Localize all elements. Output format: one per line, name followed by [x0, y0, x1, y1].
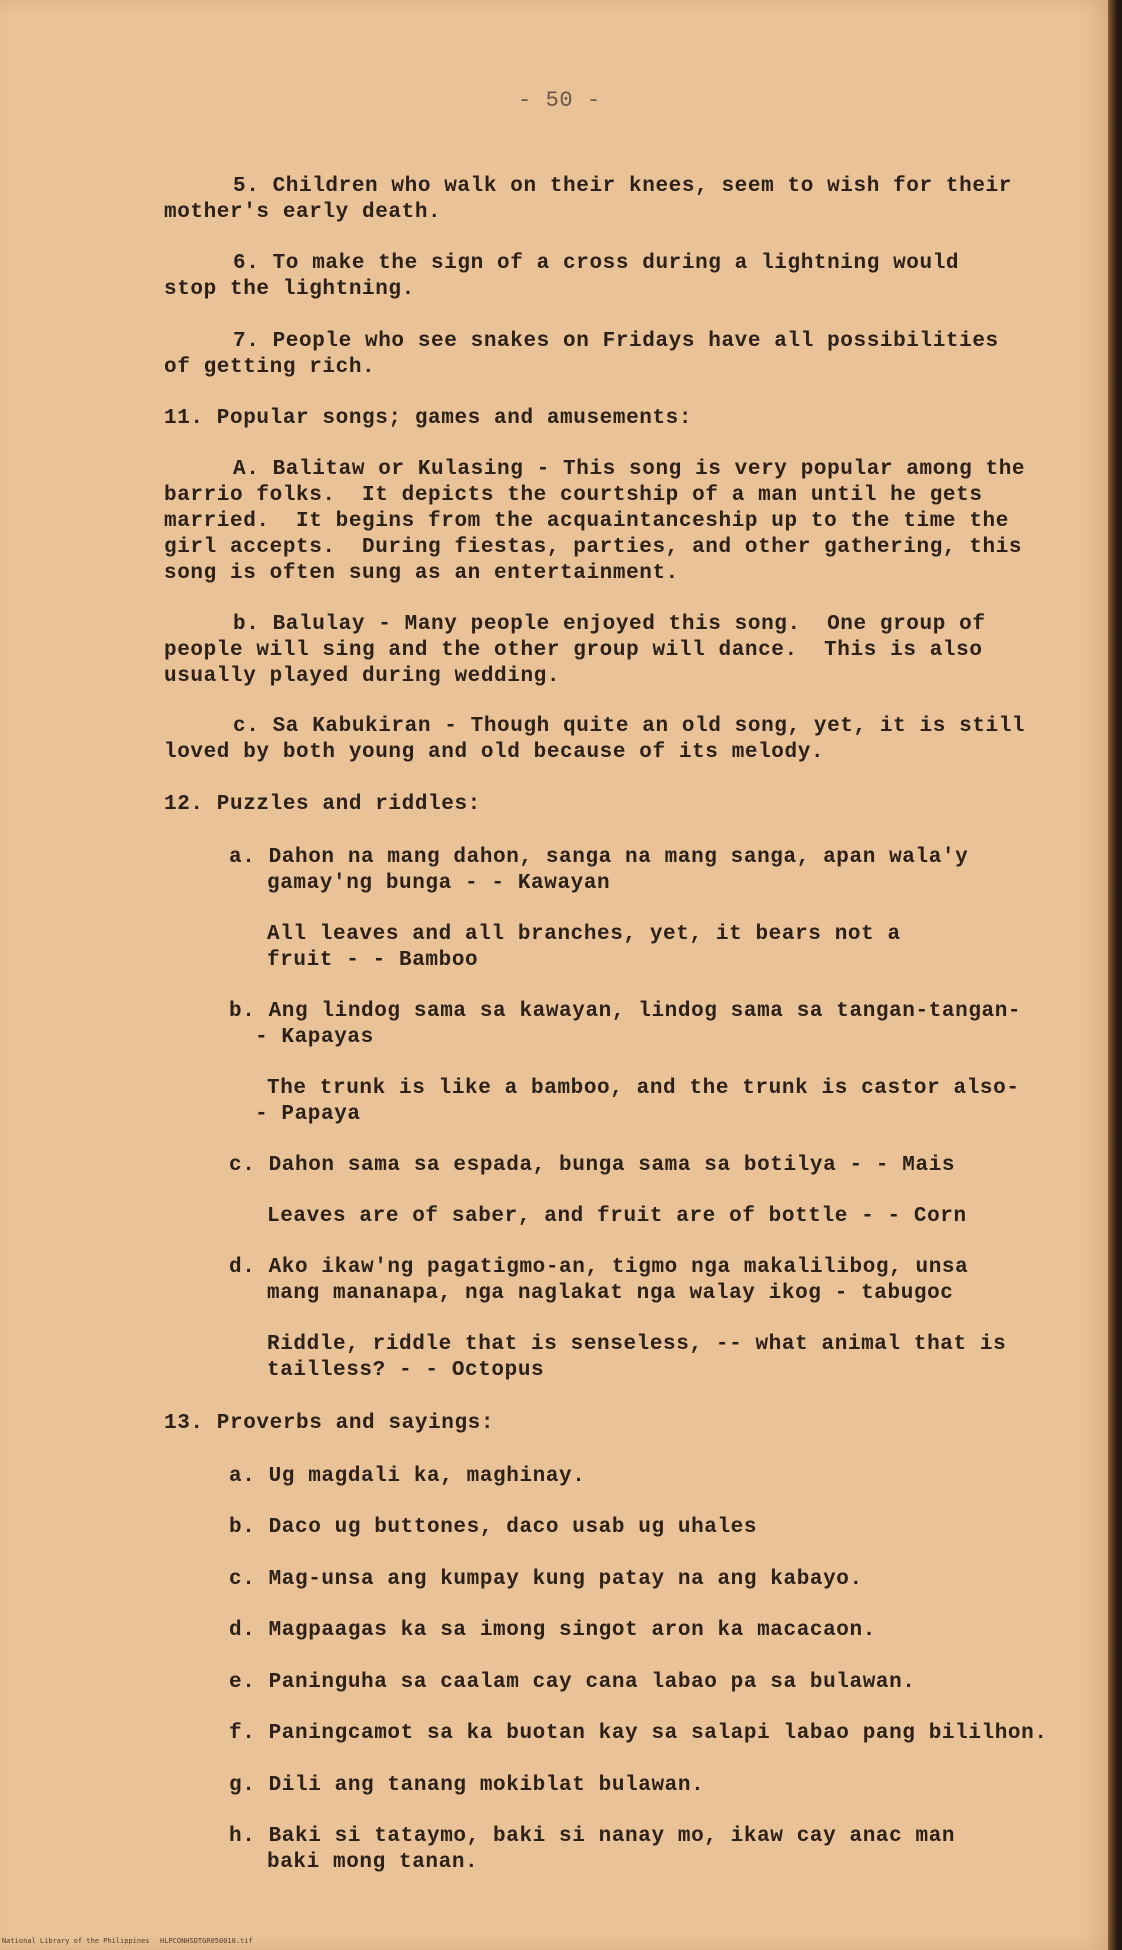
belief-5-line-1: 5. Children who walk on their knees, seem to wish for their [233, 175, 1012, 198]
riddle-b-translation-2: - Papaya [255, 1103, 361, 1126]
riddle-d-line-2: mang mananapa, nga naglakat nga walay ikog - tabugoc [267, 1282, 954, 1305]
riddle-d-translation-1: Riddle, riddle that is senseless, -- what animal that is [267, 1333, 1007, 1356]
riddle-a-line-2: gamay'ng bunga - - Kawayan [267, 872, 611, 895]
riddle-b-translation-1: The trunk is like a bamboo, and the trunk is castor also- [267, 1077, 1020, 1100]
riddle-b-line-1: b. Ang lindog sama sa kawayan, lindog sama sa tangan-tangan- [229, 1000, 1022, 1023]
proverb-g: g. Dili ang tanang mokiblat bulawan. [229, 1774, 705, 1797]
proverb-a: a. Ug magdali ka, maghinay. [229, 1465, 586, 1488]
belief-6-line-2: stop the lightning. [164, 278, 415, 301]
song-a-line-4: girl accepts. During fiestas, parties, and other gathering, this [164, 536, 1023, 559]
belief-5-line-2: mother's early death. [164, 201, 442, 224]
song-a-line-3: married. It begins from the acquaintanceship up to the time the [164, 510, 1009, 533]
belief-7-line-2: of getting rich. [164, 356, 376, 379]
riddle-a-line-1: a. Dahon na mang dahon, sanga na mang sanga, apan wala'y [229, 846, 969, 869]
riddle-d-line-1: d. Ako ikaw'ng pagatigmo-an, tigmo nga makalilibog, unsa [229, 1256, 969, 1279]
riddle-c-line-1: c. Dahon sama sa espada, bunga sama sa botilya - - Mais [229, 1154, 956, 1177]
section-heading-12: 12. Puzzles and riddles: [164, 793, 481, 816]
footer-file-label: HLPCONHSDTGR050010.tif [160, 1937, 253, 1945]
song-b-line-2: people will sing and the other group will dance. This is also [164, 639, 983, 662]
proverb-c: c. Mag-unsa ang kumpay kung patay na ang kabayo. [229, 1568, 863, 1591]
song-b-line-3: usually played during wedding. [164, 665, 561, 688]
proverb-d: d. Magpaagas ka sa imong singot aron ka macacaon. [229, 1619, 876, 1642]
section-heading-13: 13. Proverbs and sayings: [164, 1412, 495, 1435]
song-c-line-1: c. Sa Kabukiran - Though quite an old song, yet, it is still [233, 715, 1026, 738]
song-b-line-1: b. Balulay - Many people enjoyed this song. One group of [233, 613, 986, 636]
belief-7-line-1: 7. People who see snakes on Fridays have all possibilities [233, 330, 999, 353]
footer-library-label: National Library of the Philippines [2, 1937, 150, 1945]
song-a-line-1: A. Balitaw or Kulasing - This song is very popular among the [233, 458, 1026, 481]
section-heading-11: 11. Popular songs; games and amusements: [164, 407, 693, 430]
page-number: - 50 - [518, 88, 601, 113]
song-c-line-2: loved by both young and old because of its melody. [164, 741, 825, 764]
belief-6-line-1: 6. To make the sign of a cross during a lightning would [233, 252, 960, 275]
proverb-h-line-2: baki mong tanan. [267, 1851, 479, 1874]
book-spine-edge [1108, 0, 1122, 1950]
riddle-a-translation-2: fruit - - Bamboo [267, 949, 479, 972]
song-a-line-2: barrio folks. It depicts the courtship of a man until he gets [164, 484, 983, 507]
song-a-line-5: song is often sung as an entertainment. [164, 562, 679, 585]
riddle-c-translation-1: Leaves are of saber, and fruit are of bottle - - Corn [267, 1205, 967, 1228]
proverb-h-line-1: h. Baki si tataymo, baki si nanay mo, ikaw cay anac man [229, 1825, 956, 1848]
riddle-b-line-2: - Kapayas [255, 1026, 374, 1049]
proverb-e: e. Paninguha sa caalam cay cana labao pa sa bulawan. [229, 1671, 916, 1694]
riddle-d-translation-2: tailless? - - Octopus [267, 1359, 545, 1382]
riddle-a-translation-1: All leaves and all branches, yet, it bears not a [267, 923, 901, 946]
proverb-b: b. Daco ug buttones, daco usab ug uhales [229, 1516, 758, 1539]
proverb-f: f. Paningcamot sa ka buotan kay sa salapi labao pang bililhon. [229, 1722, 1048, 1745]
